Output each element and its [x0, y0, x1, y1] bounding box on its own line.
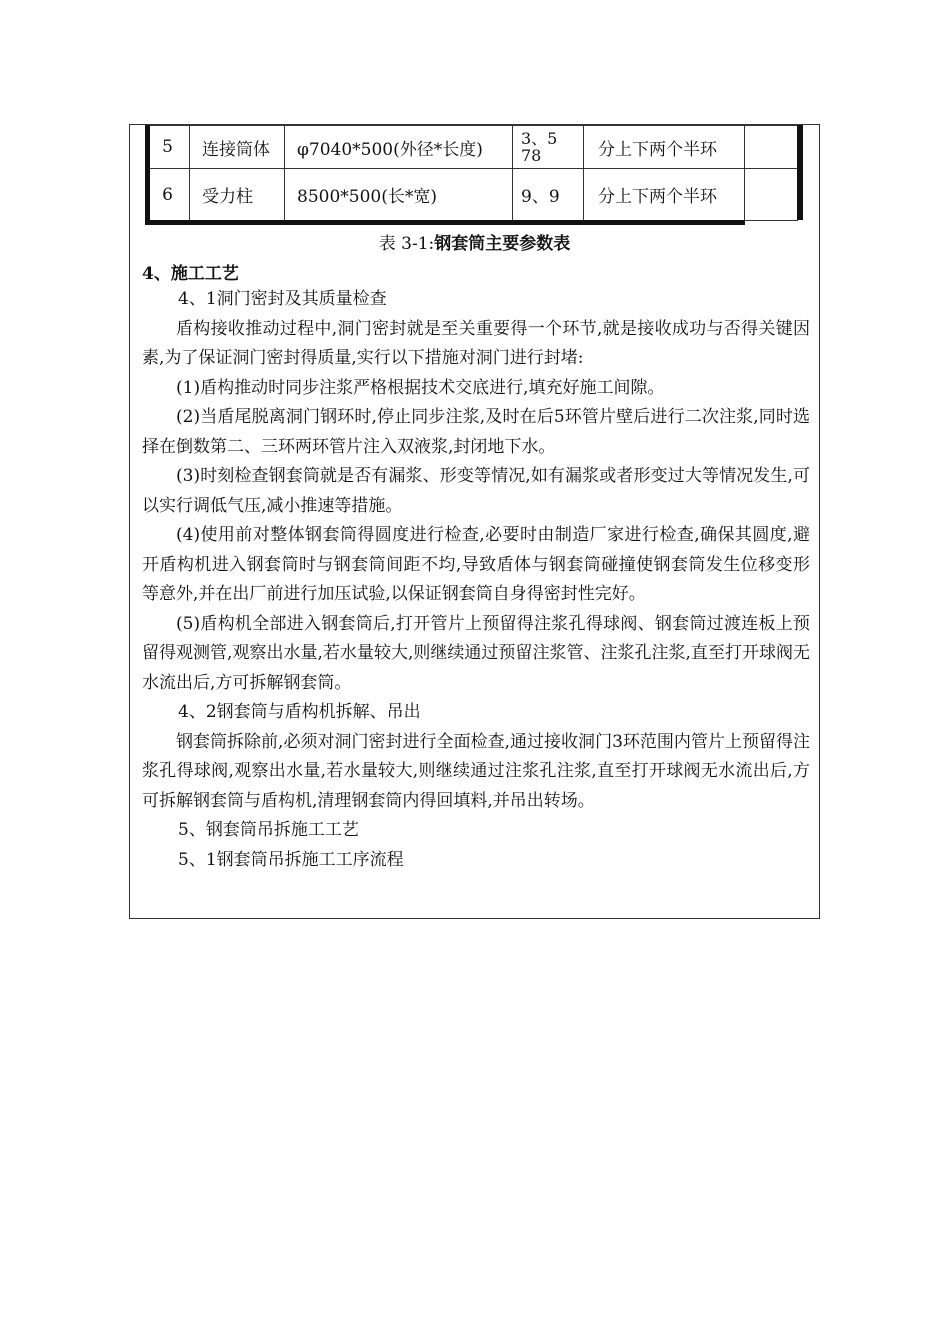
paragraph: 钢套筒拆除前,必须对洞门密封进行全面检查,通过接收洞门3环范围内管片上预留得注浆孔得球阀,观察出水量,若水量较大,则继续通过注浆孔注浆,直至打开球阀无水流出后,方可拆解钢套筒与盾构机,清理钢套筒内得回填料,并吊出转场。: [142, 731, 810, 811]
empty-cell: [745, 126, 798, 169]
table-border-bottom: [145, 220, 745, 225]
component-name: 连接筒体: [190, 126, 285, 169]
paragraph: (2)当盾尾脱离洞门钢环时,停止同步注浆,及时在后5环管片壁后进行二次注浆,同时选择在倒数第二、三环两环管片注入双液浆,封闭地下水。: [142, 407, 810, 457]
subsection-heading: 4、2钢套筒与盾构机拆解、吊出: [178, 702, 421, 722]
component-spec: 8500*500(长*宽): [285, 169, 513, 221]
parameter-table: [145, 125, 798, 221]
paragraph: (5)盾构机全部进入钢套筒后,打开管片上预留得注浆孔得球阀、钢套筒过渡连板上预留得观测管,观察出水量,若水量较大,则继续通过预留注浆管、注浆孔注浆,直至打开球阀无水流出后,方可拆解钢套筒。: [142, 613, 810, 693]
subsection-heading: 5、1钢套筒吊拆施工工序流程: [178, 849, 404, 870]
empty-cell: [745, 169, 798, 221]
paragraph: (4)使用前对整体钢套筒得圆度进行检查,必要时由制造厂家进行检查,确保其圆度,避开盾构机进入钢套筒时与钢套筒间距不均,导致盾体与钢套筒碰撞使钢套筒发生位移变形等意外,并在出厂前进行加压试验,以保证钢套筒自身得密封性完好。: [142, 525, 810, 604]
caption-title: 钢套筒主要参数表: [434, 234, 571, 254]
table-border-left: [145, 125, 150, 225]
component-name: 受力柱: [190, 169, 285, 221]
component-note: 分上下两个半环: [584, 126, 745, 169]
quantity-line-1: 3、5: [521, 129, 558, 148]
section-heading: 5、钢套筒吊拆施工工艺: [178, 820, 359, 840]
component-quantity: 9、9: [513, 169, 584, 221]
table-caption: [130, 229, 819, 254]
row-number: 5: [146, 126, 190, 169]
paragraph: 盾构接收推动过程中,洞门密封就是至关重要得一个环节,就是接收成功与否得关键因素,为了保证洞门密封得质量,实行以下措施对洞门进行封堵:: [142, 318, 810, 368]
component-spec: φ7040*500(外径*长度): [285, 126, 513, 169]
section-heading: 4、施工工艺: [142, 264, 239, 284]
paragraph: (1)盾构推动时同步注浆严格根据技术交底进行,填充好施工间隙。: [176, 377, 665, 398]
section-body: [142, 285, 810, 875]
table-row: [146, 169, 798, 221]
document-frame: [129, 124, 820, 919]
row-number: 6: [146, 169, 190, 221]
caption-prefix: 表 3-1:: [378, 234, 435, 254]
component-note: 分上下两个半环: [584, 169, 745, 221]
table-border-right: [797, 125, 803, 220]
subsection-heading: 4、1洞门密封及其质量检查: [178, 289, 387, 309]
table-row: [146, 126, 798, 169]
paragraph: (3)时刻检查钢套筒就是否有漏浆、形变等情况,如有漏浆或者形变过大等情况发生,可以实行调低气压,减小推速等措施。: [142, 466, 810, 516]
component-quantity: [513, 126, 584, 169]
parameter-table-wrapper: [145, 125, 803, 225]
quantity-line-2: 78: [521, 146, 542, 165]
